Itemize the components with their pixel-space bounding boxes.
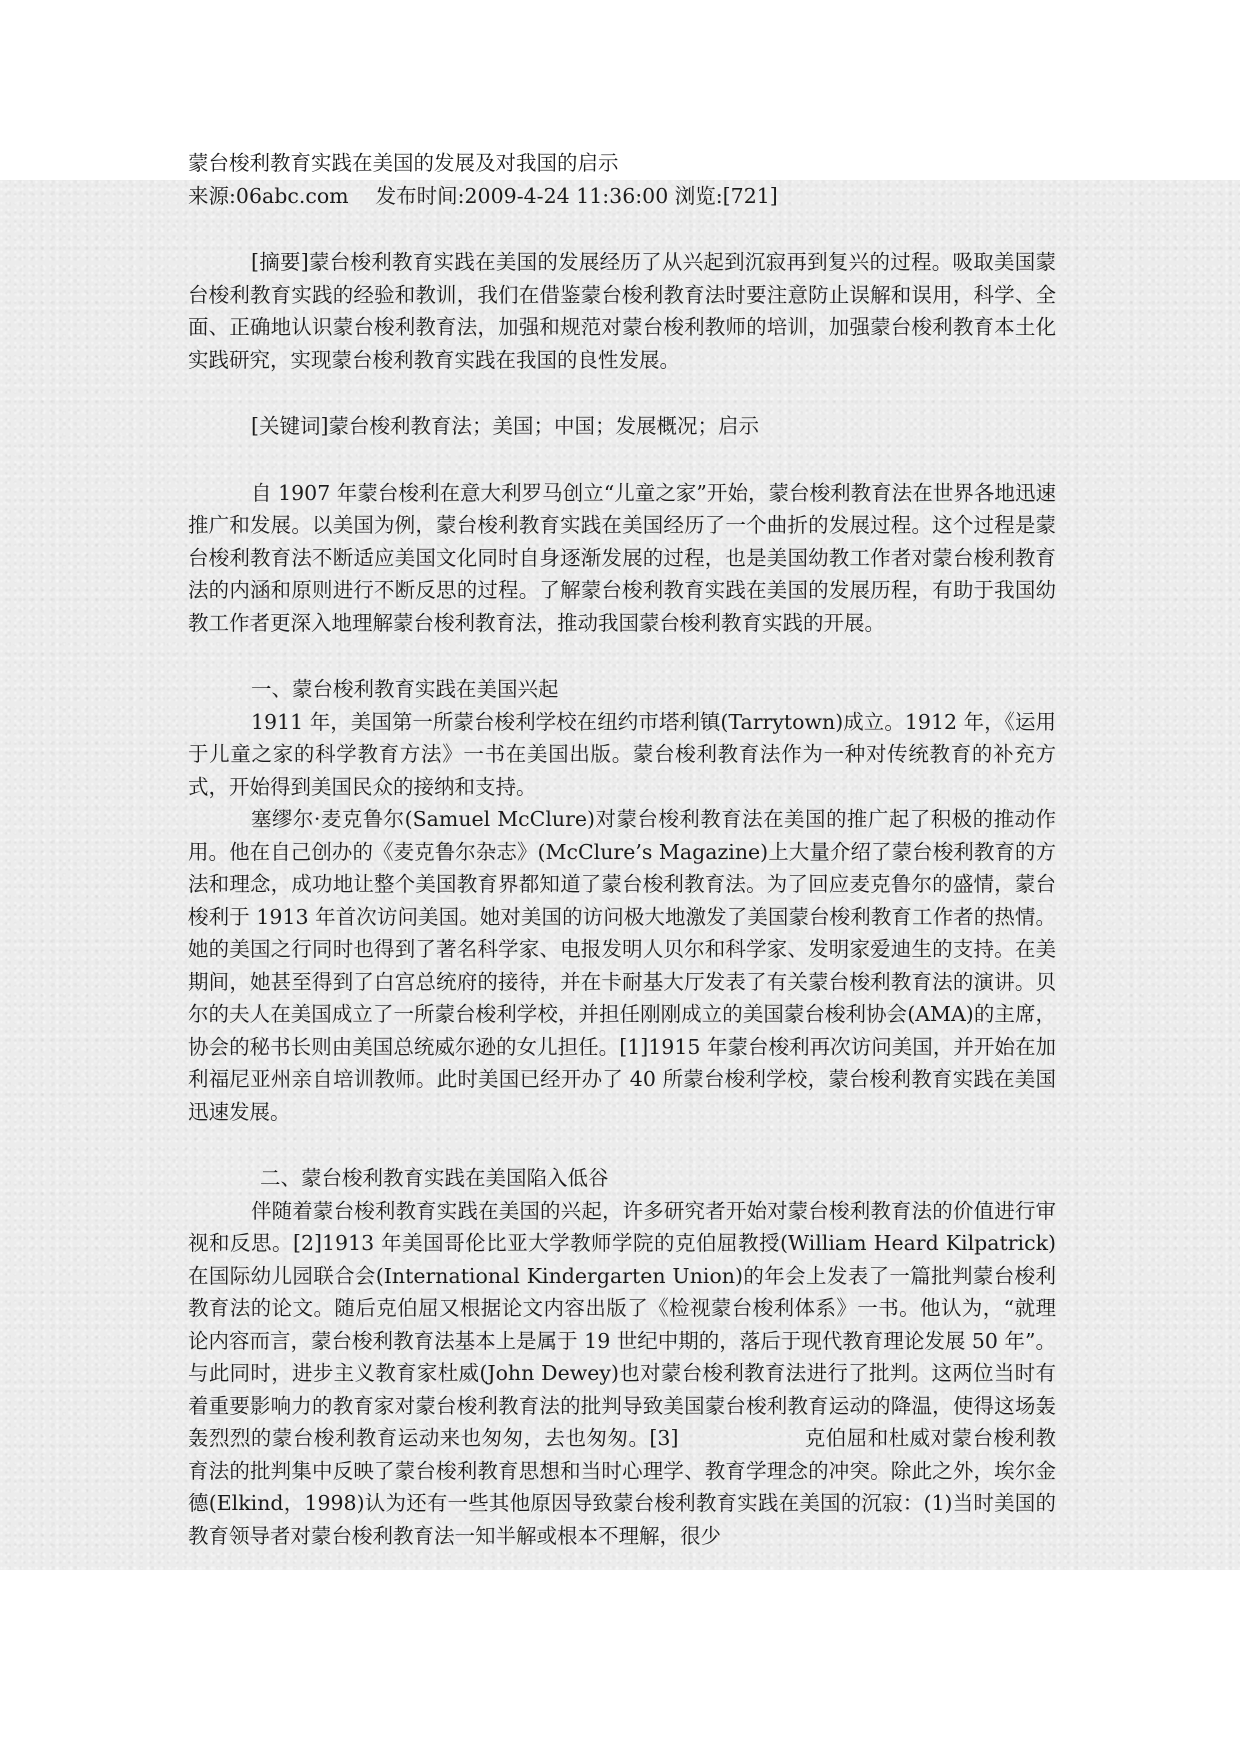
section-1-paragraph-2: 塞缪尔·麦克鲁尔(Samuel McClure)对蒙台梭利教育法在美国的推广起了积极的推动作用。他在自己创办的《麦克鲁尔杂志》(McClure’s Magazine)上大量介绍了蒙台梭利教育的方法和理念，成功地让整个美国教育界都知道了蒙台梭利教育法。为了回应麦克鲁尔的盛情，蒙台梭利于 1913 年首次访问美国。她对美国的访问极大地激发了美国蒙台梭利教育工作者的热情。她的美国之行同时也得到了著名科学家、电报发明人贝尔和科学家、发明家爱迪生的支持。在美期间，她甚至得到了白宫总统府的接待，并在卡耐基大厅发表了有关蒙台梭利教育法的演讲。贝尔的夫人在美国成立了一所蒙台梭利学校，并担任刚刚成立的美国蒙台梭利协会(AMA)的主席，协会的秘书长则由美国总统威尔逊的女儿担任。[1]1915 年蒙台梭利再次访问美国，并开始在加利福尼亚州亲自培训教师。此时美国已经开办了 40 所蒙台梭利学校，蒙台梭利教育实践在美国迅速发展。 — [188, 807, 1056, 1124]
article-body — [188, 147, 1056, 1552]
abstract-paragraph: [摘要]蒙台梭利教育实践在美国的发展经历了从兴起到沉寂再到复兴的过程。吸取美国蒙台梭利教育实践的经验和教训，我们在借鉴蒙台梭利教育法时要注意防止误解和误用，科学、全面、正确地认识蒙台梭利教育法，加强和规范对蒙台梭利教师的培训，加强蒙台梭利教育本土化实践研究，实现蒙台梭利教育实践在我国的良性发展。 — [188, 250, 1056, 372]
section-1-paragraph-1: 1911 年，美国第一所蒙台梭利学校在纽约市塔利镇(Tarrytown)成立。1912 年，《运用于儿童之家的科学教育方法》一书在美国出版。蒙台梭利教育法作为一种对传统教育的补充方式，开始得到美国民众的接纳和支持。 — [188, 709, 1056, 799]
section-1-heading: 一、蒙台梭利教育实践在美国兴起 — [251, 677, 559, 701]
section-2-heading: 二、蒙台梭利教育实践在美国陷入低谷 — [260, 1166, 609, 1190]
article-title: 蒙台梭利教育实践在美国的发展及对我国的启示 — [188, 151, 619, 175]
section-2-paragraph-1: 伴随着蒙台梭利教育实践在美国的兴起，许多研究者开始对蒙台梭利教育法的价值进行审视和反思。[2]1913 年美国哥伦比亚大学教师学院的克伯屈教授(William Heard Kilpatrick)在国际幼儿园联合会(International Kindergarten Union)的年会上发表了一篇批判蒙台梭利教育法的论文。随后克伯屈又根据论文内容出版了《检视蒙台梭利体系》一书。他认为，“就理论内容而言，蒙台梭利教育法基本上是属于 19 世纪中期的，落后于现代教育理论发展 50 年”。与此同时，进步主义教育家杜威(John Dewey)也对蒙台梭利教育法进行了批判。这两位当时有着重要影响力的教育家对蒙台梭利教育法的批判导致美国蒙台梭利教育运动的降温，使得这场轰轰烈烈的蒙台梭利教育运动来也匆匆，去也匆匆。[3] 克伯屈和杜威对蒙台梭利教育法的批判集中反映了蒙台梭利教育思想和当时心理学、教育学理念的冲突。除此之外，埃尔金德(Elkind，1998)认为还有一些其他原因导致蒙台梭利教育实践在美国的沉寂：(1)当时美国的教育领导者对蒙台梭利教育法一知半解或根本不理解，很少 — [188, 1198, 1056, 1548]
article-meta: 来源:06abc.com 发布时间:2009-4-24 11:36:00 浏览:[721] — [188, 183, 778, 208]
intro-paragraph: 自 1907 年蒙台梭利在意大利罗马创立“儿童之家”开始，蒙台梭利教育法在世界各地迅速推广和发展。以美国为例，蒙台梭利教育实践在美国经历了一个曲折的发展过程。这个过程是蒙台梭利教育法不断适应美国文化同时自身逐渐发展的过程，也是美国幼教工作者对蒙台梭利教育法的内涵和原则进行不断反思的过程。了解蒙台梭利教育实践在美国的发展历程，有助于我国幼教工作者更深入地理解蒙台梭利教育法，推动我国蒙台梭利教育实践的开展。 — [188, 480, 1056, 635]
keywords-paragraph: [关键词]蒙台梭利教育法；美国；中国；发展概况；启示 — [251, 414, 759, 438]
